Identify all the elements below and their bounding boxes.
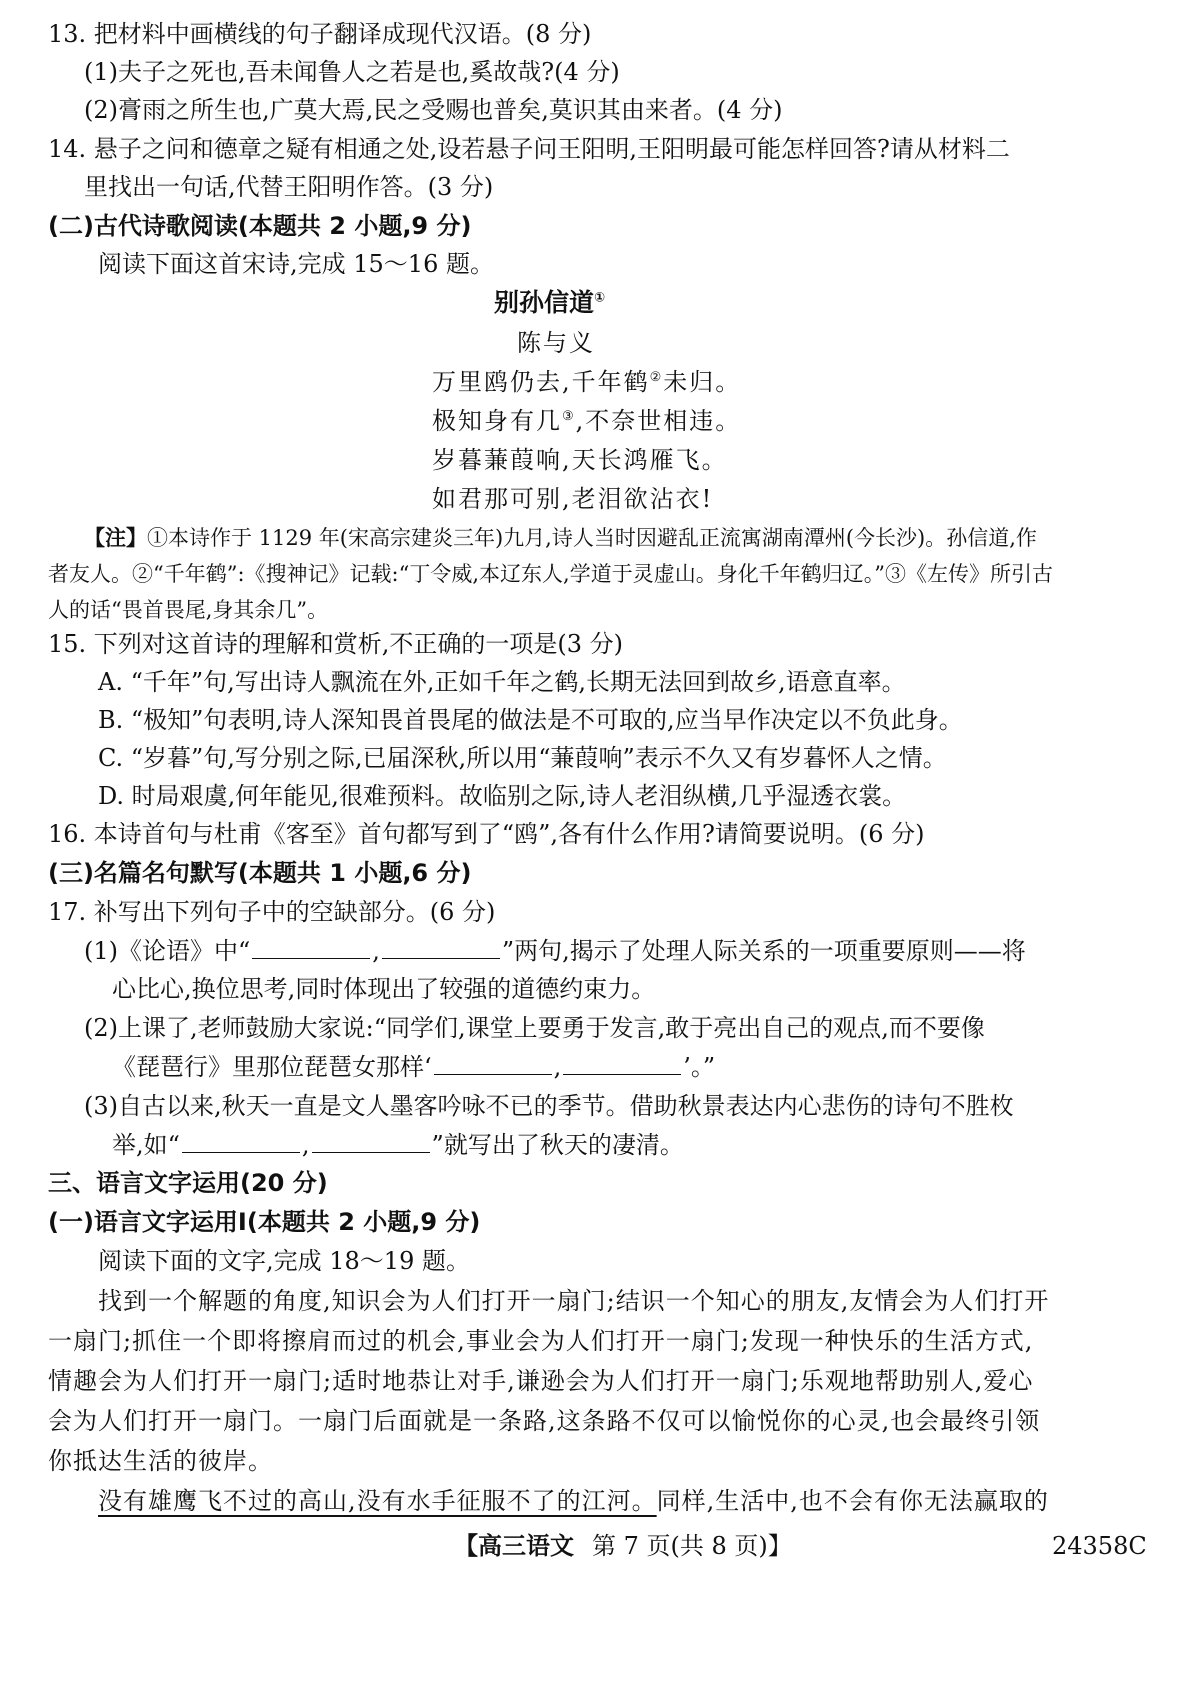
q17-stem: 17. 补写出下列句子中的空缺部分。(6 分) xyxy=(48,898,496,926)
passage-line-3: 情趣会为人们打开一扇门;适时地恭让对手,谦逊会为人们打开一扇门;乐观地帮助别人,爱心 xyxy=(48,1367,1034,1395)
poem-line-2a: 极知身有几 xyxy=(432,407,562,435)
q17-sub3-line1: (3)自古以来,秋天一直是文人墨客吟咏不已的季节。借助秋景表达内心悲伤的诗句不胜枚 xyxy=(84,1092,1014,1120)
q16-stem: 16. 本诗首句与杜甫《客至》首句都写到了“鸥”,各有什么作用?请简要说明。(6 分) xyxy=(48,820,925,848)
note-line-1-text: ①本诗作于 1129 年(宋高宗建炎三年)九月,诗人当时因避乱正流寓湖南潭州(今长沙)。孙信道,作 xyxy=(147,526,1037,550)
passage-line-6 xyxy=(98,1485,1049,1517)
note-line-2: 者友人。②“千年鹤”:《搜神记》记载:“丁令威,本辽东人,学道于灵虚山。身化千年鹤归辽。”③《左传》所引古 xyxy=(48,562,1053,586)
passage-line-6-rest: 同样,生活中,也不会有你无法赢取的 xyxy=(656,1487,1049,1515)
poem-note-3-mark: ③ xyxy=(562,409,576,424)
section-heading-poetry: (二)古代诗歌阅读(本题共 2 小题,9 分) xyxy=(48,212,472,240)
part-heading-language-use: 三、语言文字运用(20 分) xyxy=(48,1169,328,1197)
q13-sub2: (2)膏雨之所生也,广莫大焉,民之受赐也普矣,莫识其由来者。(4 分) xyxy=(84,96,783,124)
language-use-intro: 阅读下面的文字,完成 18～19 题。 xyxy=(98,1247,470,1275)
q15-option-a: A. “千年”句,写出诗人飘流在外,正如千年之鹤,长期无法回到故乡,语意直率。 xyxy=(98,668,906,696)
footer-code: 24358C xyxy=(1052,1532,1147,1560)
q17-s1-pre: (1)《论语》中“ xyxy=(84,937,251,965)
q17-s1-post: ”两句,揭示了处理人际关系的一项重要原则——将 xyxy=(501,937,1026,965)
q17-s3-sep: , xyxy=(301,1131,310,1159)
q15-stem: 15. 下列对这首诗的理解和赏析,不正确的一项是(3 分) xyxy=(48,630,624,658)
fill-blank[interactable] xyxy=(382,936,500,959)
poetry-intro: 阅读下面这首宋诗,完成 15～16 题。 xyxy=(98,250,494,278)
footer-subject: 【高三语文 xyxy=(454,1532,574,1560)
footer-page-number: 第 7 页(共 8 页)】 xyxy=(592,1532,792,1560)
fill-blank[interactable] xyxy=(434,1052,552,1075)
section-heading-language-use-1: (一)语言文字运用Ⅰ(本题共 2 小题,9 分) xyxy=(48,1208,481,1236)
section-heading-recitation: (三)名篇名句默写(本题共 1 小题,6 分) xyxy=(48,859,472,887)
note-label: 【注】 xyxy=(84,526,147,550)
q17-s1-sep: , xyxy=(372,937,380,965)
poem-line-1b: 未归。 xyxy=(663,368,742,396)
poem-note-2-mark: ② xyxy=(649,370,664,385)
passage-line-4: 会为人们打开一扇门。一扇门后面就是一条路,这条路不仅可以愉悦你的心灵,也会最终引领 xyxy=(48,1407,1041,1435)
passage-line-2: 一扇门;抓住一个即将擦肩而过的机会,事业会为人们打开一扇门;发现一种快乐的生活方式, xyxy=(48,1327,1034,1355)
poem-title-text: 别孙信道 xyxy=(494,288,595,317)
poem-line-4: 如君那可别,老泪欲沾衣! xyxy=(432,485,714,513)
poem-title-note: ① xyxy=(594,290,606,306)
q17-s2-post: ’。” xyxy=(683,1053,716,1081)
q15-option-b: B. “极知”句表明,诗人深知畏首畏尾的做法是不可取的,应当早作决定以不负此身。 xyxy=(98,706,963,734)
poem-line-1 xyxy=(432,366,741,398)
poem-line-3: 岁暮蒹葭响,天长鸿雁飞。 xyxy=(432,446,728,474)
note-line-3: 人的话“畏首畏尾,身其余几”。 xyxy=(48,598,329,622)
q13-sub1: (1)夫子之死也,吾未闻鲁人之若是也,奚故哉?(4 分) xyxy=(84,58,620,86)
q15-option-c: C. “岁暮”句,写分别之际,已届深秋,所以用“蒹葭响”表示不久又有岁暮怀人之情。 xyxy=(98,744,947,772)
poem-line-2 xyxy=(432,405,741,437)
q17-s3-post: ”就写出了秋天的凄清。 xyxy=(431,1131,684,1159)
q17-sub2-line1: (2)上课了,老师鼓励大家说:“同学们,课堂上要勇于发言,敢于亮出自己的观点,而不要像 xyxy=(84,1014,985,1042)
q17-s2-pre: 《琵琶行》里那位琵琶女那样‘ xyxy=(112,1053,432,1081)
q15-option-d: D. 时局艰虞,何年能见,很难预料。故临别之际,诗人老泪纵横,几乎湿透衣裳。 xyxy=(98,782,907,810)
fill-blank[interactable] xyxy=(182,1130,300,1153)
note-line-1 xyxy=(84,522,1037,554)
q17-sub2-line2 xyxy=(112,1051,715,1083)
passage-line-5: 你抵达生活的彼岸。 xyxy=(48,1447,273,1475)
poem-author: 陈与义 xyxy=(517,329,595,357)
fill-blank[interactable] xyxy=(312,1130,430,1153)
underlined-sentence: 没有雄鹰飞不过的高山,没有水手征服不了的江河。 xyxy=(98,1487,657,1515)
passage-line-1: 找到一个解题的角度,知识会为人们打开一扇门;结识一个知心的朋友,友情会为人们打开 xyxy=(98,1287,1050,1315)
poem-title xyxy=(494,287,605,319)
q17-sub1-line1 xyxy=(84,935,1026,967)
q17-sub3-line2 xyxy=(112,1129,684,1161)
fill-blank[interactable] xyxy=(252,936,370,959)
poem-line-1a: 万里鸥仍去,千年鹤 xyxy=(432,368,650,396)
q13-stem: 13. 把材料中画横线的句子翻译成现代汉语。(8 分) xyxy=(48,20,592,48)
q17-s2-sep: , xyxy=(553,1053,562,1081)
q14-line2: 里找出一句话,代替王阳明作答。(3 分) xyxy=(84,173,494,201)
q17-sub1-line2: 心比心,换位思考,同时体现出了较强的道德约束力。 xyxy=(112,975,656,1003)
fill-blank[interactable] xyxy=(563,1052,681,1075)
q14-line1: 14. 悬子之问和德章之疑有相通之处,设若悬子问王阳明,王阳明最可能怎样回答?请从材料二 xyxy=(48,135,1010,163)
q17-s3-pre: 举,如“ xyxy=(112,1131,180,1159)
poem-line-2b: ,不奈世相违。 xyxy=(575,407,742,435)
footer-page-info xyxy=(454,1530,792,1562)
